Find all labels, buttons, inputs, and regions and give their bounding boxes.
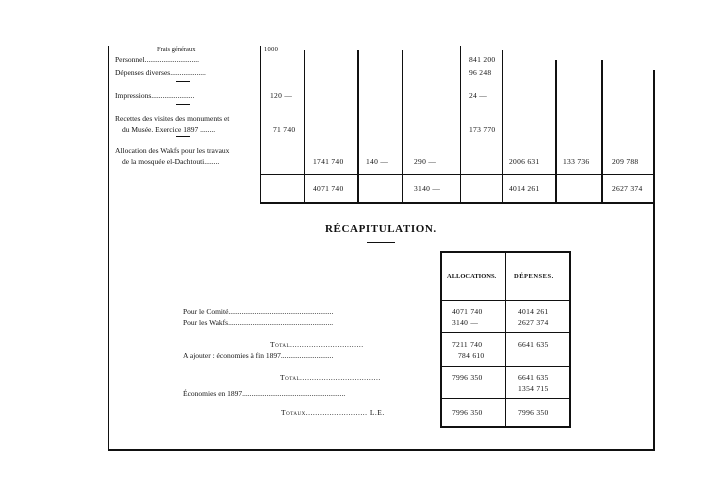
box-row-line <box>440 366 571 367</box>
box-bottom <box>440 426 571 428</box>
row-line <box>260 202 653 204</box>
row-label-line1: Recettes des visites des monuments et <box>115 114 230 123</box>
separator-dash <box>176 104 190 105</box>
wakfs-c8: 209 788 <box>612 157 639 166</box>
col-line <box>502 50 503 203</box>
frame-right-border <box>653 70 655 451</box>
row-label-line1: Allocation des Wakfs pour les travaux <box>115 146 230 155</box>
row-dep: 24 — <box>469 91 488 100</box>
box-row-line <box>440 332 571 333</box>
row-dep: 841 200 <box>469 55 496 64</box>
recap-label: Pour le Comité........................................................ <box>183 307 334 316</box>
row-label: Impressions....................... <box>115 91 195 100</box>
recap-dep: 1354 715 <box>518 384 549 393</box>
recap-dep: 2627 374 <box>518 318 549 327</box>
wakfs-c4: 290 — <box>414 157 437 166</box>
section-amount: 1000 <box>264 46 279 53</box>
section-label: Frais généraux <box>157 46 196 53</box>
recap-alloc: 784 610 <box>458 351 485 360</box>
box-row-line <box>440 398 571 399</box>
wakfs-c2: 1741 740 <box>313 157 344 166</box>
wakfs-c6: 2006 631 <box>509 157 540 166</box>
wakfs-c3: 140 — <box>366 157 389 166</box>
wakfs-c7: 133 736 <box>563 157 590 166</box>
box-left <box>440 251 442 427</box>
recap-dep: 6641 635 <box>518 373 549 382</box>
box-mid <box>505 251 506 427</box>
row-line <box>260 174 653 175</box>
col-header-alloc: ALLOCATIONS. <box>447 273 497 280</box>
total-c2: 4071 740 <box>313 184 344 193</box>
recap-dep: 7996 350 <box>518 408 549 417</box>
separator-dash <box>176 81 190 82</box>
total-c6: 4014 261 <box>509 184 540 193</box>
recap-alloc: 4071 740 <box>452 307 483 316</box>
frame-left-border <box>108 46 109 450</box>
recap-label: Économies en 1897....................................................... <box>183 389 346 398</box>
recap-label: A ajouter : économies à fin 1897............................ <box>183 351 334 360</box>
box-top <box>440 251 571 253</box>
recap-alloc: 7211 740 <box>452 340 483 349</box>
title-underline <box>367 242 395 243</box>
recap-alloc: 7996 350 <box>452 408 483 417</box>
frame-bottom-border <box>108 449 654 451</box>
recap-dep: 6641 635 <box>518 340 549 349</box>
row-dep: 96 248 <box>469 68 492 77</box>
total-c4: 3140 — <box>414 184 441 193</box>
row-label-line2: du Musée. Exercice 1897 ........ <box>122 125 216 134</box>
col-line <box>402 50 403 203</box>
row-alloc: 120 — <box>270 91 293 100</box>
recap-title: RÉCAPITULATION. <box>325 223 437 235</box>
row-alloc: 71 740 <box>273 125 296 134</box>
recap-label: Pour les Wakfs........................................................ <box>183 318 334 327</box>
col-line <box>555 60 557 203</box>
col-line <box>357 50 359 203</box>
col-line <box>601 60 603 203</box>
box-header-line <box>440 300 571 301</box>
col-header-dep: DÉPENSES. <box>514 273 554 280</box>
box-right <box>569 251 571 427</box>
row-label: Personnel............................. <box>115 55 199 64</box>
row-label-line2: de la mosquée el-Dachtouti........ <box>122 157 220 166</box>
separator-dash <box>176 136 190 137</box>
recap-alloc: 7996 350 <box>452 373 483 382</box>
row-label: Dépenses diverses................... <box>115 68 206 77</box>
row-dep: 173 770 <box>469 125 496 134</box>
recap-dep: 4014 261 <box>518 307 549 316</box>
recap-label: Total............................... <box>270 340 364 349</box>
recap-alloc: 3140 — <box>452 318 479 327</box>
col-line <box>260 46 261 203</box>
col-line <box>460 46 461 203</box>
col-line <box>304 50 305 203</box>
total-c8: 2627 374 <box>612 184 643 193</box>
recap-label: Totaux.......................... L.E. <box>281 408 385 417</box>
recap-label: Total.................................. <box>280 373 381 382</box>
